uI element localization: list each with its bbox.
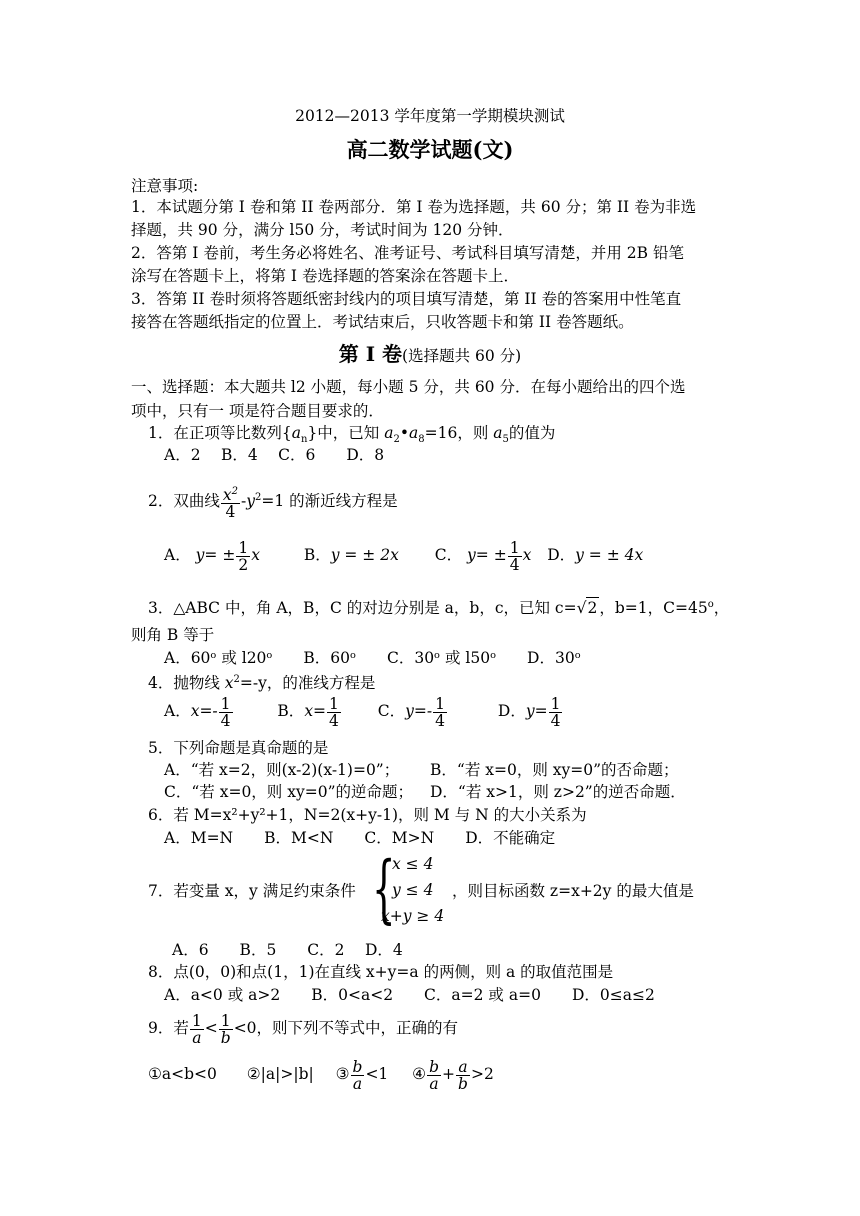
section-1-intro-1: 一、选择题：本大题共 l2 小题，每小题 5 分，共 60 分．在每小题给出的四个选 xyxy=(131,378,686,396)
constraint-3: x+y ≥ 4 xyxy=(381,907,445,925)
question-4-options xyxy=(164,693,563,729)
q4-opt-c-num: 1 xyxy=(435,694,446,713)
section-1-title xyxy=(0,341,860,369)
q2-opt-a-num: 1 xyxy=(238,538,249,557)
question-1-options: A．2 B．4 C．6 D．8 xyxy=(164,446,385,464)
q9-tail: <0，则下列不等式中，正确的有 xyxy=(233,1019,459,1037)
q9-opt-4-plus: + xyxy=(442,1065,456,1083)
question-8: 8．点(0，0)和点(1，1)在直线 x+y=a 的两侧，则 a 的取值范围是 xyxy=(148,963,614,981)
q9-opt-4-frac-1 xyxy=(427,1059,441,1092)
q3-sqrt-val: 2 xyxy=(587,599,598,618)
q9-opt-4-num2: a xyxy=(456,1059,470,1076)
q2-opt-c-frac xyxy=(508,540,522,573)
exam-title: 高二数学试题(文) xyxy=(346,137,514,162)
q4-opt-b-lhs: x= xyxy=(304,702,327,720)
q4-opt-c-lhs: y=- xyxy=(405,702,433,720)
notes-line-2: 择题，共 90 分，满分 l50 分，考试时间为 120 分钟． xyxy=(131,221,514,239)
question-5: 5．下列命题是真命题的是 xyxy=(148,739,329,757)
q1-s2: 2 xyxy=(393,434,400,446)
q4-opt-b-label: B． xyxy=(277,702,305,720)
q3-sqrt-sign: √ xyxy=(576,599,587,618)
q2-opt-c-lhs: y xyxy=(467,546,476,564)
notes-heading: 注意事项: xyxy=(131,177,199,195)
q4-opt-d-num: 1 xyxy=(550,694,561,713)
q2-opt-a-x: x xyxy=(251,546,260,564)
notes-line-6: 接答在答题纸指定的位置上．考试结束后，只收答题卡和第 II 卷答题纸。 xyxy=(131,313,634,331)
q1-a: a xyxy=(291,424,301,442)
question-2 xyxy=(148,480,398,520)
q9-opt-4-frac-2 xyxy=(456,1059,470,1092)
q1-a2: a xyxy=(384,424,394,442)
q2-opt-b-label: B． xyxy=(303,546,331,564)
notes-line-3: 2．答第 I 卷前，考生务必将姓名、准考证号、考试科目填写清楚，并用 2B 铅笔 xyxy=(131,244,684,262)
q2-opt-c-label: C． xyxy=(434,546,463,564)
q9-opt-1: ①a<b<0 xyxy=(148,1065,217,1083)
question-5-option-d: D．“若 x>1，则 z>2”的逆否命题． xyxy=(430,783,686,801)
notes-line-1: 1．本试题分第 I 卷和第 II 卷两部分．第 I 卷为选择题，共 60 分；第 II 卷为非选 xyxy=(131,198,697,216)
q1-a8: a xyxy=(409,424,419,442)
question-2-options xyxy=(164,537,643,573)
q9-f2-num: 1 xyxy=(219,1013,233,1030)
q9-f2-den: b xyxy=(220,1028,231,1047)
q1-prefix: 1．在正项等比数列{ xyxy=(148,424,292,442)
q4-opt-a-label: A． xyxy=(164,702,191,720)
q3-text-c: ， xyxy=(713,599,730,618)
q4-opt-b-den: 4 xyxy=(329,711,339,730)
q1-mid: }中，已知 xyxy=(307,424,385,442)
q9-opt-3-prefix: ③ xyxy=(335,1065,350,1083)
q4-tail: =-y，的准线方程是 xyxy=(239,674,376,693)
question-5-option-a: A．“若 x=2，则(x-2)(x-1)=0”； xyxy=(164,761,400,779)
q2-opt-a-eq: = ± xyxy=(204,546,236,564)
q9-opt-4-tail: >2 xyxy=(470,1065,494,1083)
question-6-options: A．M=N B．M<N C．M>N D．不能确定 xyxy=(164,829,556,847)
section-1-intro-2: 项中，只有一 项是符合题目要求的． xyxy=(131,402,384,420)
q4-opt-d-den: 4 xyxy=(550,711,561,730)
q9-opt-3-tail: <1 xyxy=(365,1065,389,1083)
q9-prefix: 9．若 xyxy=(148,1019,189,1037)
q4-sup: 2 xyxy=(233,674,240,685)
q9-opt-4-den2: b xyxy=(458,1074,468,1093)
q3-text-b: ，b=1，C=45 xyxy=(599,599,708,618)
constraint-2: y ≤ 4 xyxy=(392,881,434,899)
question-7-options: A．6 B．5 C．2 D．4 xyxy=(172,941,403,959)
q9-f1-num: 1 xyxy=(191,1011,202,1030)
q9-opt-3-den: a xyxy=(352,1074,363,1093)
q9-opt-4-den1: a xyxy=(429,1074,439,1093)
question-3-line-2: 则角 B 等于 xyxy=(131,626,215,644)
q4-opt-c-label: C． xyxy=(377,702,406,720)
section-1-title-bold: 第 I 卷 xyxy=(338,342,403,366)
q4-x: x xyxy=(224,674,234,693)
q3-deg: o xyxy=(707,599,714,610)
question-7-prefix: 7．若变量 x，y 满足约束条件 xyxy=(148,882,356,900)
q4-opt-d-label: D． xyxy=(497,702,526,720)
q2-opt-c-den: 4 xyxy=(509,555,520,574)
q4-opt-c-den: 4 xyxy=(435,711,446,730)
q9-opt-3-frac xyxy=(351,1059,365,1092)
q2-opt-c-eq: = ± xyxy=(475,546,507,564)
q4-opt-a-den: 4 xyxy=(220,711,231,730)
q4-opt-a-frac xyxy=(219,696,233,729)
constraint-1: x ≤ 4 xyxy=(392,855,434,873)
notes-line-4: 涂写在答题卡上，将第 I 卷选择题的答案涂在答题卡上． xyxy=(131,267,519,285)
q2-num-sup: 2 xyxy=(231,486,238,498)
q4-opt-c-frac xyxy=(433,696,447,729)
q2-tail: =1 的渐近线方程是 xyxy=(261,492,398,511)
q4-opt-d-lhs: y= xyxy=(525,702,548,720)
q2-opt-a-label: A． xyxy=(164,546,191,564)
q2-opt-a-den: 2 xyxy=(238,555,249,574)
q4-opt-d-frac xyxy=(549,696,563,729)
q4-opt-a-lhs: x=- xyxy=(190,702,218,720)
q9-frac-1 xyxy=(190,1013,204,1046)
notes-line-5: 3．答第 II 卷时须将答题纸密封线内的项目填写清楚，第 II 卷的答案用中性笔直 xyxy=(131,290,682,308)
section-1-title-rest: (选择题共 60 分) xyxy=(402,347,522,365)
q2-num: x xyxy=(222,486,232,505)
q1-eq: =16，则 xyxy=(424,424,494,442)
q9-lt: < xyxy=(204,1019,218,1037)
question-9-options xyxy=(148,1054,494,1094)
q1-a5: a xyxy=(493,424,503,442)
q2-den: 4 xyxy=(225,503,236,522)
q4-prefix: 4．抛物线 xyxy=(148,674,225,693)
q2-opt-a-lhs: y xyxy=(195,546,205,564)
q9-f1-den: a xyxy=(192,1028,202,1047)
q9-opt-4-prefix: ④ xyxy=(412,1065,427,1083)
q2-opt-d-label: D． xyxy=(547,546,576,564)
q9-opt-3-num: b xyxy=(352,1057,363,1076)
question-4 xyxy=(148,670,375,693)
question-7-tail: ，则目标函数 z=x+2y 的最大值是 xyxy=(452,882,694,900)
q1-s8: 8 xyxy=(418,434,425,446)
question-8-options: A．a<0 或 a>2 B．0<a<2 C．a=2 或 a=0 D．0≤a≤2 xyxy=(164,986,655,1004)
q4-opt-b-frac xyxy=(327,696,341,729)
q2-fraction xyxy=(221,484,240,520)
q2-opt-d-expr: y = ± 4x xyxy=(575,546,644,564)
q4-opt-b-num: 1 xyxy=(329,694,339,713)
q2-prefix: 2．双曲线 xyxy=(148,492,220,511)
q9-opt-2: ②|a|>|b| xyxy=(246,1065,314,1083)
q2-y: y xyxy=(246,492,256,511)
q9-frac-2 xyxy=(219,1013,233,1046)
q3-text-a: 3．△ABC 中，角 A，B，C 的对边分别是 a，b，c，已知 c= xyxy=(148,599,577,618)
question-3 xyxy=(148,595,729,618)
q2-minus: - xyxy=(241,492,247,511)
q2-opt-b-expr: y = ± 2x xyxy=(330,546,399,564)
question-5-option-b: B．“若 x=0，则 xy=0”的否命题； xyxy=(430,761,679,779)
q2-opt-c-num: 1 xyxy=(509,538,520,557)
q2-opt-a-frac xyxy=(236,540,250,573)
q2-opt-c-x: x xyxy=(522,546,532,564)
exam-subtitle: 2012—2013 学年度第一学期模块测试 xyxy=(295,107,565,125)
constraint-brace: { xyxy=(372,846,396,932)
q1-s5: 5 xyxy=(502,434,509,446)
question-3-options: A．60ᵒ 或 l20ᵒ B．60ᵒ C．30ᵒ 或 l50ᵒ D．30ᵒ xyxy=(164,649,581,667)
q9-opt-4-num1: b xyxy=(429,1057,440,1076)
question-6: 6．若 M=x²+y²+1，N=2(x+y-1)，则 M 与 N 的大小关系为 xyxy=(148,806,587,824)
question-9 xyxy=(148,1008,458,1048)
question-5-option-c: C．“若 x=0，则 xy=0”的逆命题； xyxy=(164,783,413,801)
q1-n: n xyxy=(300,434,308,446)
q1-tail: 的值为 xyxy=(508,424,556,442)
q2-y-sup: 2 xyxy=(255,492,262,503)
q4-opt-a-num: 1 xyxy=(220,694,231,713)
q1-dot: • xyxy=(399,424,410,442)
